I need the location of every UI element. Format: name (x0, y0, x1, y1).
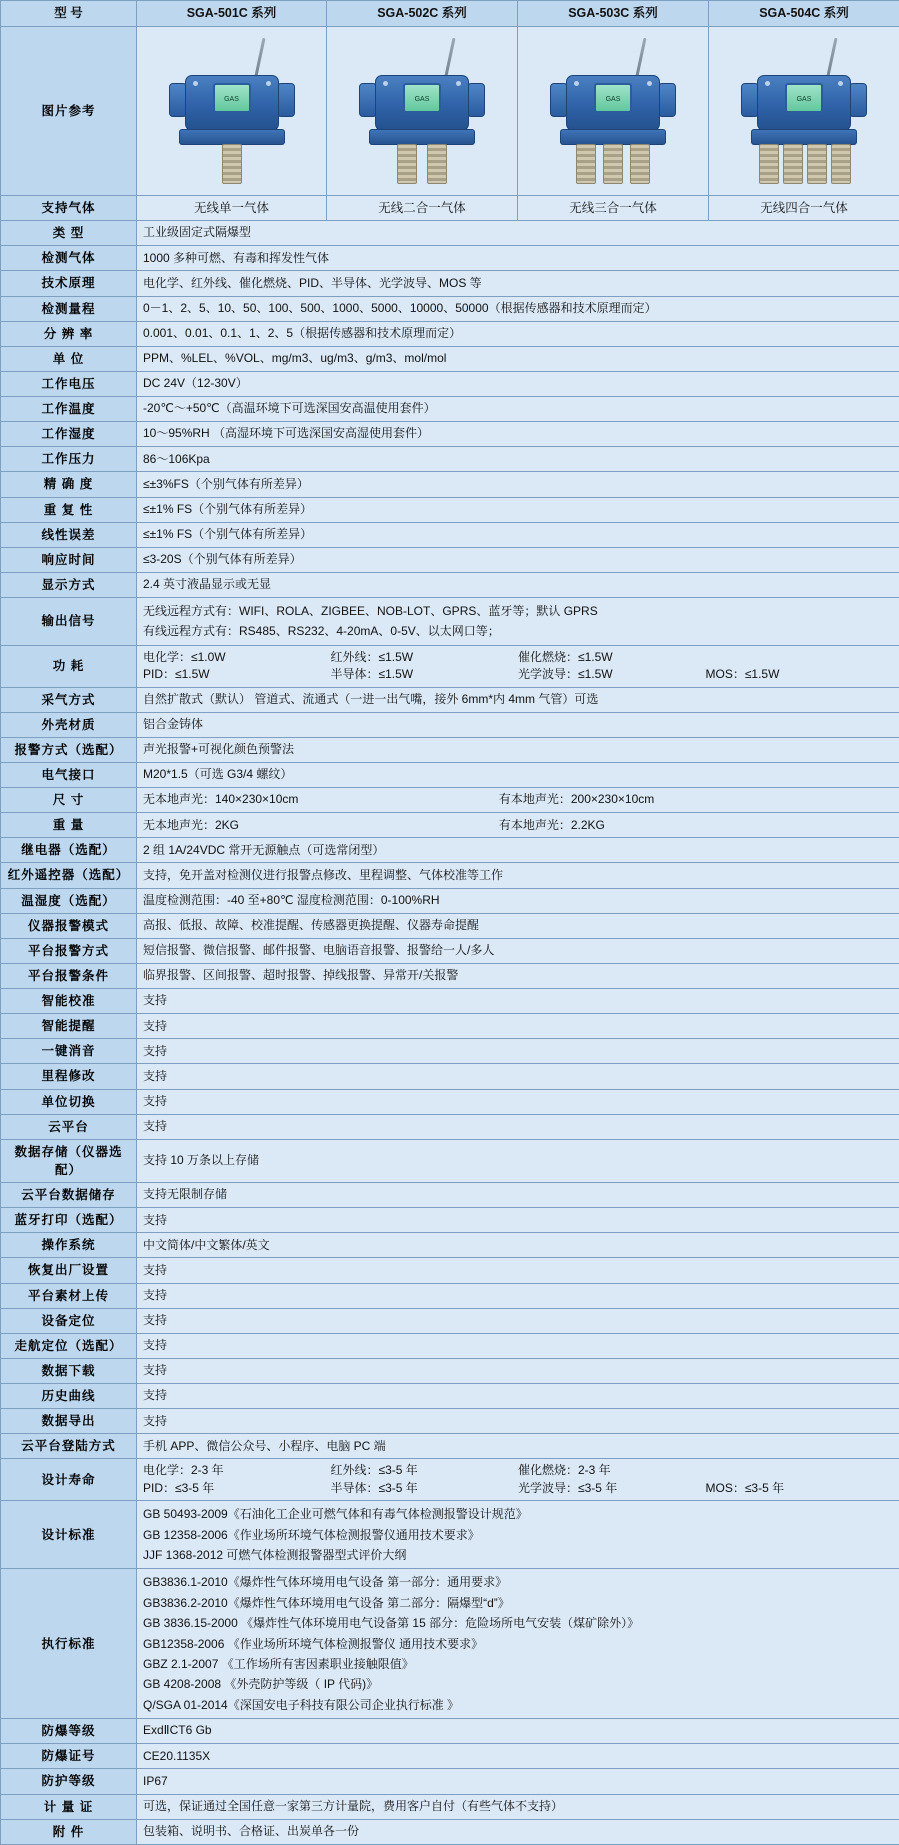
spec-row (1, 572, 899, 597)
spec-row (1, 1794, 899, 1819)
power-item: 催化燃烧：≤1.5W (518, 649, 706, 666)
power-line-2 (143, 666, 893, 683)
row-label: 温湿度（选配） (1, 888, 137, 913)
spec-row (1, 1183, 899, 1208)
model-label: 型 号 (1, 1, 137, 27)
design-standard-row (1, 1501, 899, 1569)
bolt-icon (574, 81, 579, 86)
spec-row (1, 497, 899, 522)
row-label: 红外遥控器（选配） (1, 863, 137, 888)
execution-standard-line: Q/SGA 01-2014《深国安电子科技有限公司企业执行标准 》 (143, 1695, 893, 1715)
row-value: 声光报警+可视化颜色预警法 (137, 737, 899, 762)
spec-row (1, 1233, 899, 1258)
image-reference-row (1, 27, 899, 196)
spec-row (1, 1719, 899, 1744)
supported-gas-4: 无线四合一气体 (709, 196, 899, 221)
spec-row (1, 296, 899, 321)
bolt-icon (647, 81, 652, 86)
row-value: 包装箱、说明书、合格证、出炭单各一份 (137, 1819, 899, 1844)
row-value: 中文简体/中文繁体/英文 (137, 1233, 899, 1258)
execution-standard-row (1, 1569, 899, 1719)
design-life-value (137, 1459, 899, 1501)
mount-ear-right (467, 83, 485, 117)
row-value: M20*1.5（可选 G3/4 螺纹） (137, 762, 899, 787)
spec-row (1, 321, 899, 346)
execution-standard-line: GB3836.1-2010《爆炸性气体环境用电气设备 第一部分：通用要求》 (143, 1572, 893, 1592)
output-signal-label: 输出信号 (1, 598, 137, 646)
image-reference-label: 图片参考 (1, 27, 137, 196)
row-value: 支持 (137, 1358, 899, 1383)
power-item: 红外线：≤1.5W (331, 649, 519, 666)
sensor-probe (222, 144, 242, 184)
row-label: 继电器（选配） (1, 838, 137, 863)
device-display: GAS (594, 83, 632, 113)
spec-row (1, 547, 899, 572)
execution-standard-line: GBZ 2.1-2007 《工作场所有害因素职业接触限值》 (143, 1654, 893, 1674)
row-label: 平台报警方式 (1, 938, 137, 963)
spec-row (1, 863, 899, 888)
size-without-alarm: 无本地声光：140×230×10cm (143, 791, 496, 808)
spec-row (1, 1208, 899, 1233)
model-col-3: SGA-503C 系列 (518, 1, 709, 27)
device-illustration (729, 31, 879, 191)
row-label: 云平台 (1, 1114, 137, 1139)
row-label: 工作电压 (1, 371, 137, 396)
row-value: 支持 (137, 1258, 899, 1283)
row-label: 一键消音 (1, 1039, 137, 1064)
spec-row (1, 687, 899, 712)
spec-row (1, 1744, 899, 1769)
row-label: 防护等级 (1, 1769, 137, 1794)
size-label: 尺 寸 (1, 788, 137, 813)
life-line-2 (143, 1480, 893, 1497)
row-label: 精 确 度 (1, 472, 137, 497)
mount-ear-right (849, 83, 867, 117)
device-display: GAS (785, 83, 823, 113)
spec-row (1, 246, 899, 271)
life-item: 催化燃烧：2-3 年 (518, 1462, 706, 1479)
row-value: 支持 (137, 1014, 899, 1039)
spec-row (1, 1064, 899, 1089)
power-item: PID：≤1.5W (143, 666, 331, 683)
row-value: 10～95%RH （高湿环境下可选深国安高湿使用套件） (137, 422, 899, 447)
spec-row (1, 1434, 899, 1459)
row-label: 历史曲线 (1, 1384, 137, 1409)
row-value: 支持 (137, 1089, 899, 1114)
execution-standard-label: 执行标准 (1, 1569, 137, 1719)
sensor-probe (759, 144, 779, 184)
life-item: 光学波导：≤3-5 年 (518, 1480, 706, 1497)
row-label: 工作湿度 (1, 422, 137, 447)
device-base (560, 129, 666, 145)
row-label: 响应时间 (1, 547, 137, 572)
spec-row (1, 737, 899, 762)
row-value: 支持 (137, 1308, 899, 1333)
row-label: 设备定位 (1, 1308, 137, 1333)
spec-row (1, 1384, 899, 1409)
device-image-3 (518, 27, 709, 196)
design-standard-line: GB 50493-2009《石油化工企业可燃气体和有毒气体检测报警设计规范》 (143, 1504, 893, 1524)
spec-row (1, 913, 899, 938)
row-value: ≤±1% FS（个别气体有所差异） (137, 497, 899, 522)
row-label: 数据存储（仪器选配） (1, 1139, 137, 1182)
row-value: 支持 (137, 1064, 899, 1089)
row-label: 检测气体 (1, 246, 137, 271)
row-label: 走航定位（选配） (1, 1333, 137, 1358)
row-label: 蓝牙打印（选配） (1, 1208, 137, 1233)
model-col-4: SGA-504C 系列 (709, 1, 899, 27)
life-item: 红外线：≤3-5 年 (331, 1462, 519, 1479)
row-value: ExdⅡCT6 Gb (137, 1719, 899, 1744)
power-line-1 (143, 649, 893, 666)
row-value: IP67 (137, 1769, 899, 1794)
execution-standard-line: GB12358-2006 《作业场所环境气体检测报警仪 通用技术要求》 (143, 1634, 893, 1654)
device-display: GAS (213, 83, 251, 113)
spec-row (1, 1039, 899, 1064)
row-value: 支持 (137, 1208, 899, 1233)
power-item: MOS：≤1.5W (706, 666, 894, 683)
spec-row (1, 1114, 899, 1139)
row-value: CE20.1135X (137, 1744, 899, 1769)
sensor-probe (603, 144, 623, 184)
spec-row (1, 762, 899, 787)
output-line-1: 无线远程方式有：WIFI、ROLA、ZIGBEE、NOB-LOT、GPRS、蓝牙等；默认 GPRS (143, 601, 893, 621)
life-item: PID：≤3-5 年 (143, 1480, 331, 1497)
row-label: 报警方式（选配） (1, 737, 137, 762)
row-value: 0－1、2、5、10、50、100、500、1000、5000、10000、50000（根据传感器和技术原理而定） (137, 296, 899, 321)
row-value: ≤±1% FS（个别气体有所差异） (137, 522, 899, 547)
row-label: 里程修改 (1, 1064, 137, 1089)
model-col-2: SGA-502C 系列 (327, 1, 518, 27)
device-image-1 (137, 27, 327, 196)
row-label: 重 复 性 (1, 497, 137, 522)
row-label: 防爆证号 (1, 1744, 137, 1769)
row-label: 智能校准 (1, 989, 137, 1014)
row-value: 温度检测范围：-40 至+80℃ 湿度检测范围：0-100%RH (137, 888, 899, 913)
supported-gas-label: 支持气体 (1, 196, 137, 221)
design-standard-line: GB 12358-2006《作业场所环境气体检测报警仪通用技术要求》 (143, 1525, 893, 1545)
spec-row (1, 397, 899, 422)
spec-row (1, 346, 899, 371)
row-label: 采气方式 (1, 687, 137, 712)
spec-row (1, 1333, 899, 1358)
row-value: 自然扩散式（默认） 管道式、流通式（一进一出气嘴，接外 6mm*内 4mm 气管）可选 (137, 687, 899, 712)
weight-row (1, 813, 899, 838)
life-item: 电化学：2-3 年 (143, 1462, 331, 1479)
row-label: 恢复出厂设置 (1, 1258, 137, 1283)
spec-row (1, 522, 899, 547)
spec-row (1, 1308, 899, 1333)
design-life-row (1, 1459, 899, 1501)
sensor-probe (630, 144, 650, 184)
row-label: 线性误差 (1, 522, 137, 547)
size-row (1, 788, 899, 813)
row-label: 显示方式 (1, 572, 137, 597)
model-col-1: SGA-501C 系列 (137, 1, 327, 27)
row-label: 工作温度 (1, 397, 137, 422)
row-value: 1000 多种可燃、有毒和挥发性气体 (137, 246, 899, 271)
supported-gas-1: 无线单一气体 (137, 196, 327, 221)
power-label: 功 耗 (1, 645, 137, 687)
spec-row (1, 1258, 899, 1283)
bolt-icon (193, 81, 198, 86)
size-value (137, 788, 899, 813)
row-label: 云平台登陆方式 (1, 1434, 137, 1459)
device-image-2 (327, 27, 518, 196)
execution-standard-value (137, 1569, 899, 1719)
device-base (751, 129, 857, 145)
row-value: 支持 (137, 1039, 899, 1064)
row-label: 附 件 (1, 1819, 137, 1844)
bolt-icon (266, 81, 271, 86)
output-signal-value (137, 598, 899, 646)
supported-gas-3: 无线三合一气体 (518, 196, 709, 221)
spec-row (1, 1139, 899, 1182)
row-label: 单 位 (1, 346, 137, 371)
bolt-icon (456, 81, 461, 86)
spec-row (1, 1089, 899, 1114)
weight-without-alarm: 无本地声光：2KG (143, 817, 496, 834)
row-label: 平台素材上传 (1, 1283, 137, 1308)
design-life-label: 设计寿命 (1, 1459, 137, 1501)
spec-row (1, 1358, 899, 1383)
supported-gas-2: 无线二合一气体 (327, 196, 518, 221)
row-label: 分 辨 率 (1, 321, 137, 346)
row-label: 仪器报警模式 (1, 913, 137, 938)
row-value: 支持无限制存储 (137, 1183, 899, 1208)
row-value: 2 组 1A/24VDC 常开无源触点（可选常闭型） (137, 838, 899, 863)
row-value: 86～106Kpa (137, 447, 899, 472)
row-value: ≤3-20S（个别气体有所差异） (137, 547, 899, 572)
sensor-probe (807, 144, 827, 184)
bolt-icon (765, 81, 770, 86)
life-item: MOS：≤3-5 年 (706, 1480, 894, 1497)
spec-row (1, 472, 899, 497)
spec-row (1, 1283, 899, 1308)
row-value: 支持 (137, 989, 899, 1014)
device-base (369, 129, 475, 145)
row-label: 电气接口 (1, 762, 137, 787)
spec-row (1, 1819, 899, 1844)
row-value: 电化学、红外线、催化燃烧、PID、半导体、光学波导、MOS 等 (137, 271, 899, 296)
spec-row (1, 371, 899, 396)
design-standard-label: 设计标准 (1, 1501, 137, 1569)
row-value: ≤±3%FS（个别气体有所差异） (137, 472, 899, 497)
supported-gas-row (1, 196, 899, 221)
device-base (179, 129, 285, 145)
spec-row (1, 271, 899, 296)
design-standard-line: JJF 1368-2012 可燃气体检测报警器型式评价大纲 (143, 1545, 893, 1565)
device-image-4 (709, 27, 899, 196)
spec-row (1, 221, 899, 246)
spec-row (1, 422, 899, 447)
row-value: 支持 (137, 1114, 899, 1139)
row-label: 智能提醒 (1, 1014, 137, 1039)
bolt-icon (383, 81, 388, 86)
row-label: 数据导出 (1, 1409, 137, 1434)
row-label: 操作系统 (1, 1233, 137, 1258)
spec-row (1, 963, 899, 988)
row-label: 类 型 (1, 221, 137, 246)
life-line-1 (143, 1462, 893, 1479)
spec-row (1, 1769, 899, 1794)
sensor-probe (576, 144, 596, 184)
spec-row (1, 712, 899, 737)
row-value: 支持，免开盖对检测仪进行报警点修改、里程调整、气体校准等工作 (137, 863, 899, 888)
row-label: 技术原理 (1, 271, 137, 296)
device-display: GAS (403, 83, 441, 113)
weight-label: 重 量 (1, 813, 137, 838)
power-item: 半导体：≤1.5W (331, 666, 519, 683)
row-value: 支持 (137, 1283, 899, 1308)
device-illustration (347, 31, 497, 191)
row-label: 计 量 证 (1, 1794, 137, 1819)
row-label: 数据下载 (1, 1358, 137, 1383)
row-value: 临界报警、区间报警、超时报警、掉线报警、异常开/关报警 (137, 963, 899, 988)
weight-with-alarm: 有本地声光：2.2KG (499, 818, 605, 832)
power-item (706, 649, 894, 666)
row-value: 铝合金铸体 (137, 712, 899, 737)
sensor-probe (831, 144, 851, 184)
spec-row (1, 938, 899, 963)
life-item: 半导体：≤3-5 年 (331, 1480, 519, 1497)
mount-ear-right (277, 83, 295, 117)
spec-row (1, 1409, 899, 1434)
row-value: DC 24V（12-30V） (137, 371, 899, 396)
life-item (706, 1462, 894, 1479)
execution-standard-line: GB 4208-2008 《外壳防护等级（ IP 代码)》 (143, 1674, 893, 1694)
row-value: 支持 10 万条以上存储 (137, 1139, 899, 1182)
row-value: -20℃～+50℃（高温环境下可选深国安高温使用套件） (137, 397, 899, 422)
execution-standard-line: GB3836.2-2010《爆炸性气体环境用电气设备 第二部分：隔爆型“d”》 (143, 1593, 893, 1613)
output-line-2: 有线远程方式有：RS485、RS232、4-20mA、0-5V、以太网口等； (143, 621, 893, 641)
sensor-probe (783, 144, 803, 184)
design-standard-value (137, 1501, 899, 1569)
row-value: 短信报警、微信报警、邮件报警、电脑语音报警、报警给一人/多人 (137, 938, 899, 963)
row-value: 高报、低报、故障、校准提醒、传感器更换提醒、仪器寿命提醒 (137, 913, 899, 938)
row-value: 支持 (137, 1333, 899, 1358)
spec-row (1, 447, 899, 472)
row-label: 云平台数据储存 (1, 1183, 137, 1208)
mount-ear-right (658, 83, 676, 117)
weight-value (137, 813, 899, 838)
spec-row (1, 989, 899, 1014)
row-value: 工业级固定式隔爆型 (137, 221, 899, 246)
row-value: 支持 (137, 1384, 899, 1409)
sensor-probe (427, 144, 447, 184)
output-signal-row (1, 598, 899, 646)
table-header-row (1, 1, 899, 27)
row-value: PPM、%LEL、%VOL、mg/m3、ug/m3、g/m3、mol/mol (137, 346, 899, 371)
power-item: 光学波导：≤1.5W (518, 666, 706, 683)
device-illustration (538, 31, 688, 191)
row-label: 平台报警条件 (1, 963, 137, 988)
row-label: 外壳材质 (1, 712, 137, 737)
row-label: 检测量程 (1, 296, 137, 321)
row-value: 0.001、0.01、0.1、1、2、5（根据传感器和技术原理而定） (137, 321, 899, 346)
device-illustration (157, 31, 307, 191)
row-label: 工作压力 (1, 447, 137, 472)
row-value: 手机 APP、微信公众号、小程序、电脑 PC 端 (137, 1434, 899, 1459)
row-label: 单位切换 (1, 1089, 137, 1114)
row-value: 2.4 英寸液晶显示或无显 (137, 572, 899, 597)
execution-standard-line: GB 3836.15-2000 《爆炸性气体环境用电气设备第 15 部分：危险场所电气安装（煤矿除外）》 (143, 1613, 893, 1633)
bolt-icon (838, 81, 843, 86)
spec-row (1, 1014, 899, 1039)
spec-row (1, 838, 899, 863)
row-value: 可选，保证通过全国任意一家第三方计量院，费用客户自付（有些气体不支持） (137, 1794, 899, 1819)
power-value (137, 645, 899, 687)
row-label: 防爆等级 (1, 1719, 137, 1744)
spec-row (1, 888, 899, 913)
power-row (1, 645, 899, 687)
power-item: 电化学：≤1.0W (143, 649, 331, 666)
sensor-probe (397, 144, 417, 184)
mount-ear-left (169, 83, 187, 117)
size-with-alarm: 有本地声光：200×230×10cm (499, 792, 654, 806)
row-value: 支持 (137, 1409, 899, 1434)
